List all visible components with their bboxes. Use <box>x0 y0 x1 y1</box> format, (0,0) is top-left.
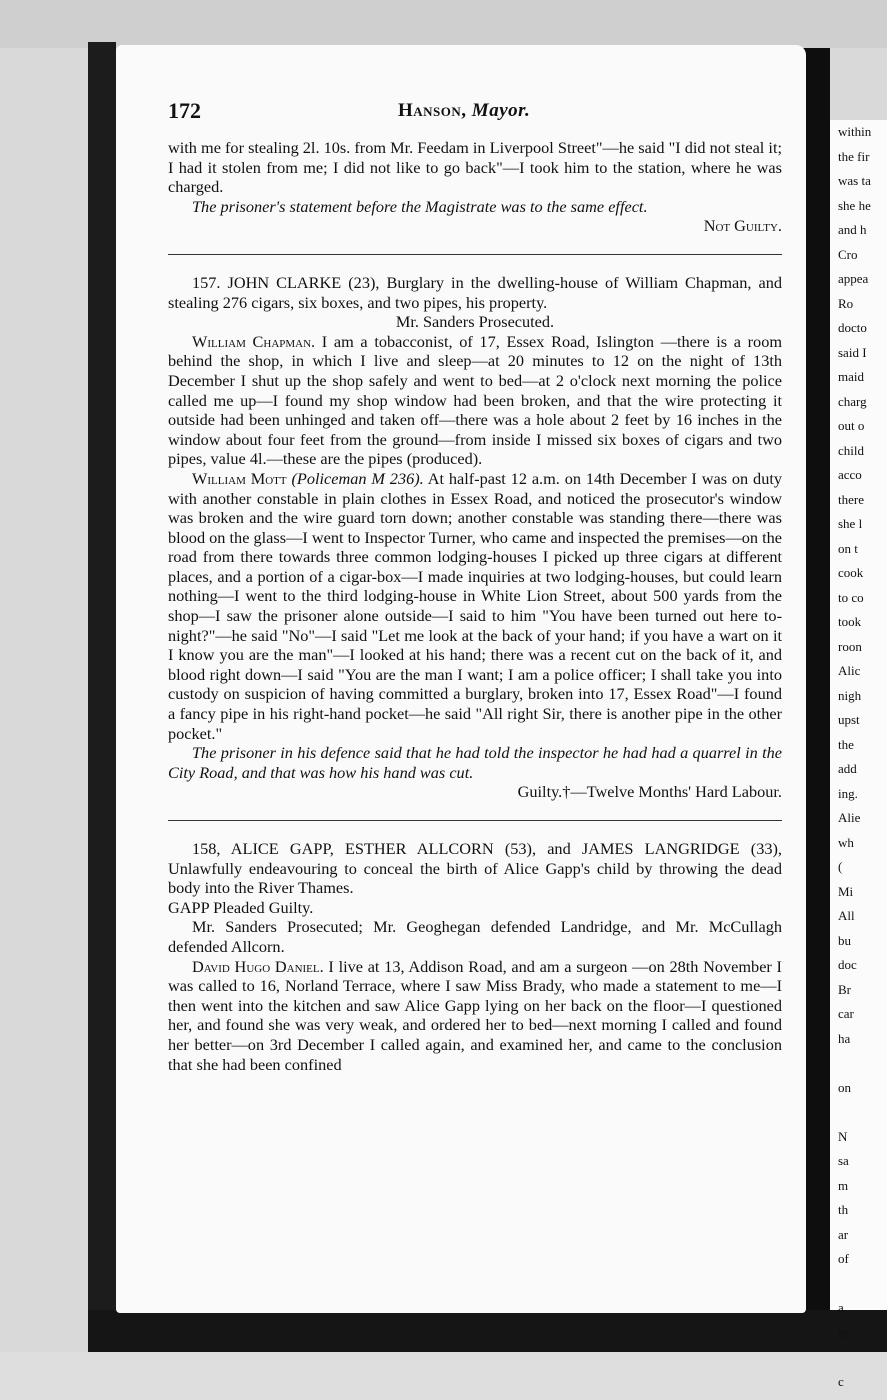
adjacent-page-fragment: to co <box>838 589 864 605</box>
adjacent-page-fragment: m <box>838 1177 849 1193</box>
scan-bottom-edge <box>88 1310 887 1352</box>
adjacent-page-fragment: was ta <box>838 173 871 188</box>
page-content <box>168 98 782 1074</box>
adjacent-page-fragment: car <box>838 1006 854 1021</box>
running-head-name: Hanson, <box>398 100 467 121</box>
witness-role: (Policeman M 236). <box>291 468 424 488</box>
adjacent-page-fragment: add <box>838 761 857 776</box>
adjacent-page-fragment: Cro <box>838 246 858 262</box>
adjacent-page-fragment: Alie <box>838 810 861 825</box>
adjacent-page-fragment: of <box>838 1251 849 1266</box>
adjacent-page-fragment: acco <box>838 467 862 482</box>
adjacent-page-fragment: the <box>838 736 854 752</box>
adjacent-page-fragment: wh <box>838 834 854 850</box>
adjacent-page-fragment: on <box>838 1079 851 1095</box>
adjacent-page-fragment: th <box>838 1202 849 1217</box>
witness-testimony: I am a tobacconist, of 17, Essex Road, Islington —there is a room behind the shop, in which I live and sleep—at 20 minutes to 12 on the night of 13th December I shut up the shop safely and went to bed—at 2 o'clock next morning the police called me up—I found my shop window had been broken, and that the wire protecting it outside had been unhinged and taken off—there was a hole about 2 feet by 16 inches in the window about four feet from the ground—from inside I missed six boxes of cigars and two pipes, value 4l.—these are the pipes (produced). <box>168 331 782 469</box>
adjacent-page-fragment: cook <box>838 565 864 580</box>
case157-heading: 157. JOHN CLARKE (23), Burglary in the dwelling-house of William Chapman, and stealing 276 cigars, six boxes, and two pipes, his property. <box>168 272 782 312</box>
adjacent-page-text <box>830 120 887 1394</box>
adjacent-page-fragment: she l <box>838 516 863 531</box>
adjacent-page-fragment: nigh <box>838 687 862 703</box>
adjacent-page-fragment: said I <box>838 344 867 360</box>
adjacent-page-fragment: there <box>838 491 864 507</box>
case158-witness-daniel <box>168 957 782 1075</box>
adjacent-page-fragment: took <box>838 614 862 629</box>
adjacent-page-fragment: within <box>838 124 872 139</box>
adjacent-page-fragment: bu <box>838 932 851 948</box>
page-header <box>168 98 782 138</box>
adjacent-page-fragment: out o <box>838 418 865 433</box>
case158-heading: 158, ALICE GAPP, ESTHER ALLCORN (53), and JAMES LANGRIDGE (33), Unlawfully endeavouring to conceal the birth of Alice Gapp's child by throwing the dead body into the River Thames. <box>168 839 782 898</box>
adjacent-page-fragment: Br <box>838 981 851 997</box>
adjacent-page-fragment <box>830 1051 887 1076</box>
case157-prosecution: Mr. Sanders Prosecuted. <box>395 312 555 332</box>
adjacent-page-fragment: upst <box>838 712 860 727</box>
adjacent-page-fragment: appea <box>838 271 869 286</box>
adjacent-page-fragment: ar <box>838 1226 849 1242</box>
running-head <box>398 100 530 122</box>
adjacent-page-fragment: sa <box>838 1153 849 1168</box>
adjacent-page-fragment: m <box>838 1324 849 1340</box>
adjacent-page-fragment: doc <box>838 957 857 972</box>
adjacent-page-fragment: ing. <box>838 785 858 801</box>
adjacent-page-fragment: charg <box>838 393 867 409</box>
adjacent-page-fragment: Alic <box>838 663 861 678</box>
case156-verdict: Not Guilty. <box>703 216 782 236</box>
adjacent-page-edge <box>830 120 887 1389</box>
adjacent-page-fragment <box>830 1272 887 1297</box>
witness-name: David Hugo Daniel. <box>192 956 324 976</box>
case157-witness-chapman <box>168 332 782 469</box>
book-binding-edge <box>88 42 116 1332</box>
scan-top-margin <box>0 0 887 48</box>
adjacent-page-fragment: and h <box>838 222 867 237</box>
witness-testimony: At half-past 12 a.m. on 14th December I was on duty with another constable in plain clothes in Essex Road, and noticed the prosecutor's window was broken and the wire guard torn down; another constable was standing there—there was blood on the glass—I went to Inspector Turner, who came and inspected the premises—on the road from there towards three common lodging-houses I picked up three cigars at different places, and a portion of a cigar-box—I made inquiries at two lodging-houses, but could learn nothing—I went to the third lodging-house in White Lion Street, about 500 yards from the shop—I saw the prisoner alone outside—I said to him "You have been turned out here to-night?"—he said "No"—I said "Let me look at the back of your hand; if you have a wart on it I know you are the man"—I looked at his hand; there was a recent cut on the back of it, and blood right down—I said "You are the man I want; I am a police officer; I shall take you into custody on suspicion of having committed a burglary, broken into 17, Essex Road"—I found a fancy pipe in his right-hand pocket—he said "All right Sir, there is another pipe in the other pocket." <box>168 468 783 743</box>
case157-verdict: Guilty.†—Twelve Months' Hard Labour. <box>517 782 782 802</box>
page-number: 172 <box>168 98 201 123</box>
adjacent-page-fragment: All <box>838 908 855 923</box>
case157-defence: The prisoner in his defence said that he had told the inspector he had had a quarrel in the City Road, and that was how his hand was cut. <box>168 743 782 782</box>
case157-witness-mott <box>168 469 782 743</box>
adjacent-page-fragment: Ro <box>838 295 854 311</box>
case158-counsel: Mr. Sanders Prosecuted; Mr. Geoghegan defended Landridge, and Mr. McCullagh defended Allcorn. <box>168 917 782 956</box>
adjacent-page-fragment: on t <box>838 540 858 556</box>
case156-magistrate-note: The prisoner's statement before the Magistrate was to the same effect. <box>192 196 648 216</box>
adjacent-page-fragment: the fir <box>838 148 870 164</box>
case156-testimony: with me for stealing 2l. 10s. from Mr. Feedam in Liverpool Street"—he said "I did not steal it; I had it stolen from me; I did not like to go back"—I took him to the station, where he was charged. <box>168 138 782 197</box>
adjacent-page-fragment: ( <box>838 859 843 874</box>
adjacent-page-fragment: a <box>838 1300 844 1315</box>
adjacent-page-fragment: roon <box>838 638 862 654</box>
witness-name: William Chapman. <box>192 331 316 351</box>
witness-testimony: I live at 13, Addison Road, and am a surgeon —on 28th November I was called to 16, Norland Terrace, where I saw Miss Brady, who made a statement to me—I then went into the kitchen and saw Alice Gapp lying on her back on the floor—I questioned her, and found she was very weak, and ordered her to bed—next morning I called and found her better—on 3rd December I called again, and examined her, and came to the conclusion that she had been confined <box>168 956 782 1074</box>
adjacent-page-fragment: she he <box>838 197 871 213</box>
adjacent-page-fragment: ha <box>838 1030 851 1046</box>
section-divider <box>168 254 782 255</box>
adjacent-page-fragment: Mi <box>838 883 854 899</box>
adjacent-page-fragment: N <box>838 1128 848 1144</box>
adjacent-page-fragment <box>830 1345 887 1370</box>
adjacent-page-fragment: maid <box>838 369 864 384</box>
case158-plea: GAPP Pleaded Guilty. <box>168 897 314 917</box>
adjacent-page-fragment: child <box>838 442 864 458</box>
running-head-title: Mayor. <box>471 100 531 121</box>
section-divider <box>168 820 782 821</box>
adjacent-page-fragment: c <box>838 1373 844 1389</box>
witness-name: William Mott <box>192 468 287 488</box>
adjacent-page-fragment: docto <box>838 320 867 335</box>
adjacent-page-fragment <box>830 1100 887 1125</box>
scan-bottom-margin <box>0 1352 887 1400</box>
